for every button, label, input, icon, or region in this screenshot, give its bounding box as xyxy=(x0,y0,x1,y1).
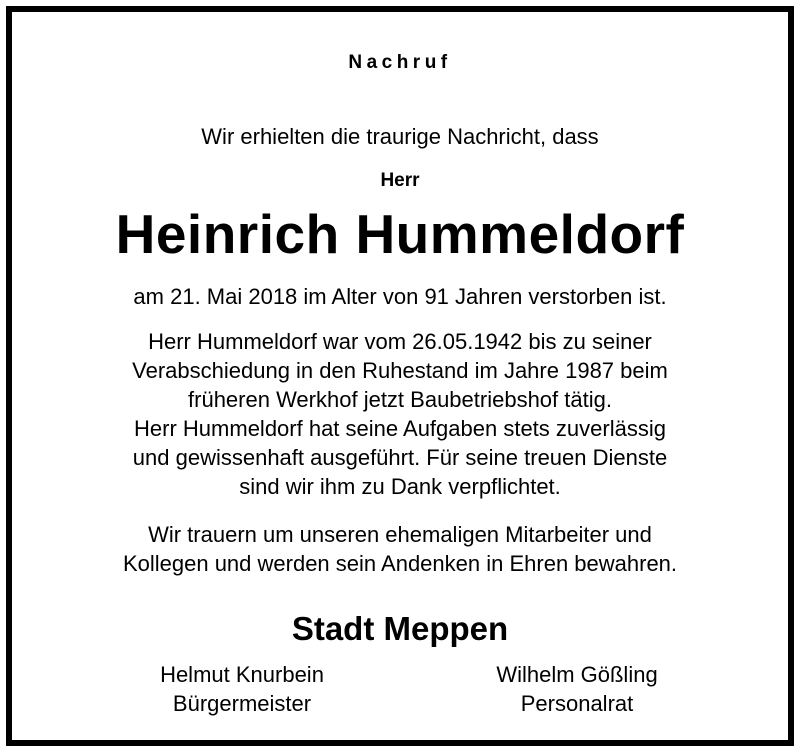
title-prefix: Herr xyxy=(380,170,420,191)
biography-line: sind wir ihm zu Dank verpflichtet. xyxy=(239,474,561,499)
intro-text: Wir erhielten die traurige Nachricht, dass xyxy=(201,124,599,149)
signatory-role: Bürgermeister xyxy=(172,691,312,716)
signatory-staff-council xyxy=(452,660,702,718)
signatory-mayor xyxy=(122,660,362,718)
signatory-name: Wilhelm Gößling xyxy=(496,662,658,687)
signatory-role: Personalrat xyxy=(520,691,634,716)
mourning-paragraph xyxy=(12,520,788,578)
obituary-notice xyxy=(6,6,794,746)
death-date-line: am 21. Mai 2018 im Alter von 91 Jahren verstorben ist. xyxy=(133,284,667,309)
biography-line: Herr Hummeldorf war vom 26.05.1942 bis zu seiner xyxy=(148,329,652,354)
biography-paragraph xyxy=(12,327,788,501)
biography-line: Verabschiedung in den Ruhestand im Jahre 1987 beim xyxy=(132,358,668,383)
biography-line: und gewissenhaft ausgeführt. Für seine treuen Dienste xyxy=(132,445,668,470)
biography-line: früheren Werkhof jetzt Baubetriebshof tätig. xyxy=(188,387,612,412)
deceased-name: Heinrich Hummeldorf xyxy=(115,203,685,265)
biography-line: Herr Hummeldorf hat seine Aufgaben stets zuverlässig xyxy=(134,416,666,441)
organization-name: Stadt Meppen xyxy=(291,610,509,647)
mourning-line: Wir trauern um unseren ehemaligen Mitarbeiter und xyxy=(148,522,652,547)
notice-heading: Nachruf xyxy=(348,52,452,73)
signatory-name: Helmut Knurbein xyxy=(160,662,324,687)
mourning-line: Kollegen und werden sein Andenken in Ehren bewahren. xyxy=(122,551,678,576)
